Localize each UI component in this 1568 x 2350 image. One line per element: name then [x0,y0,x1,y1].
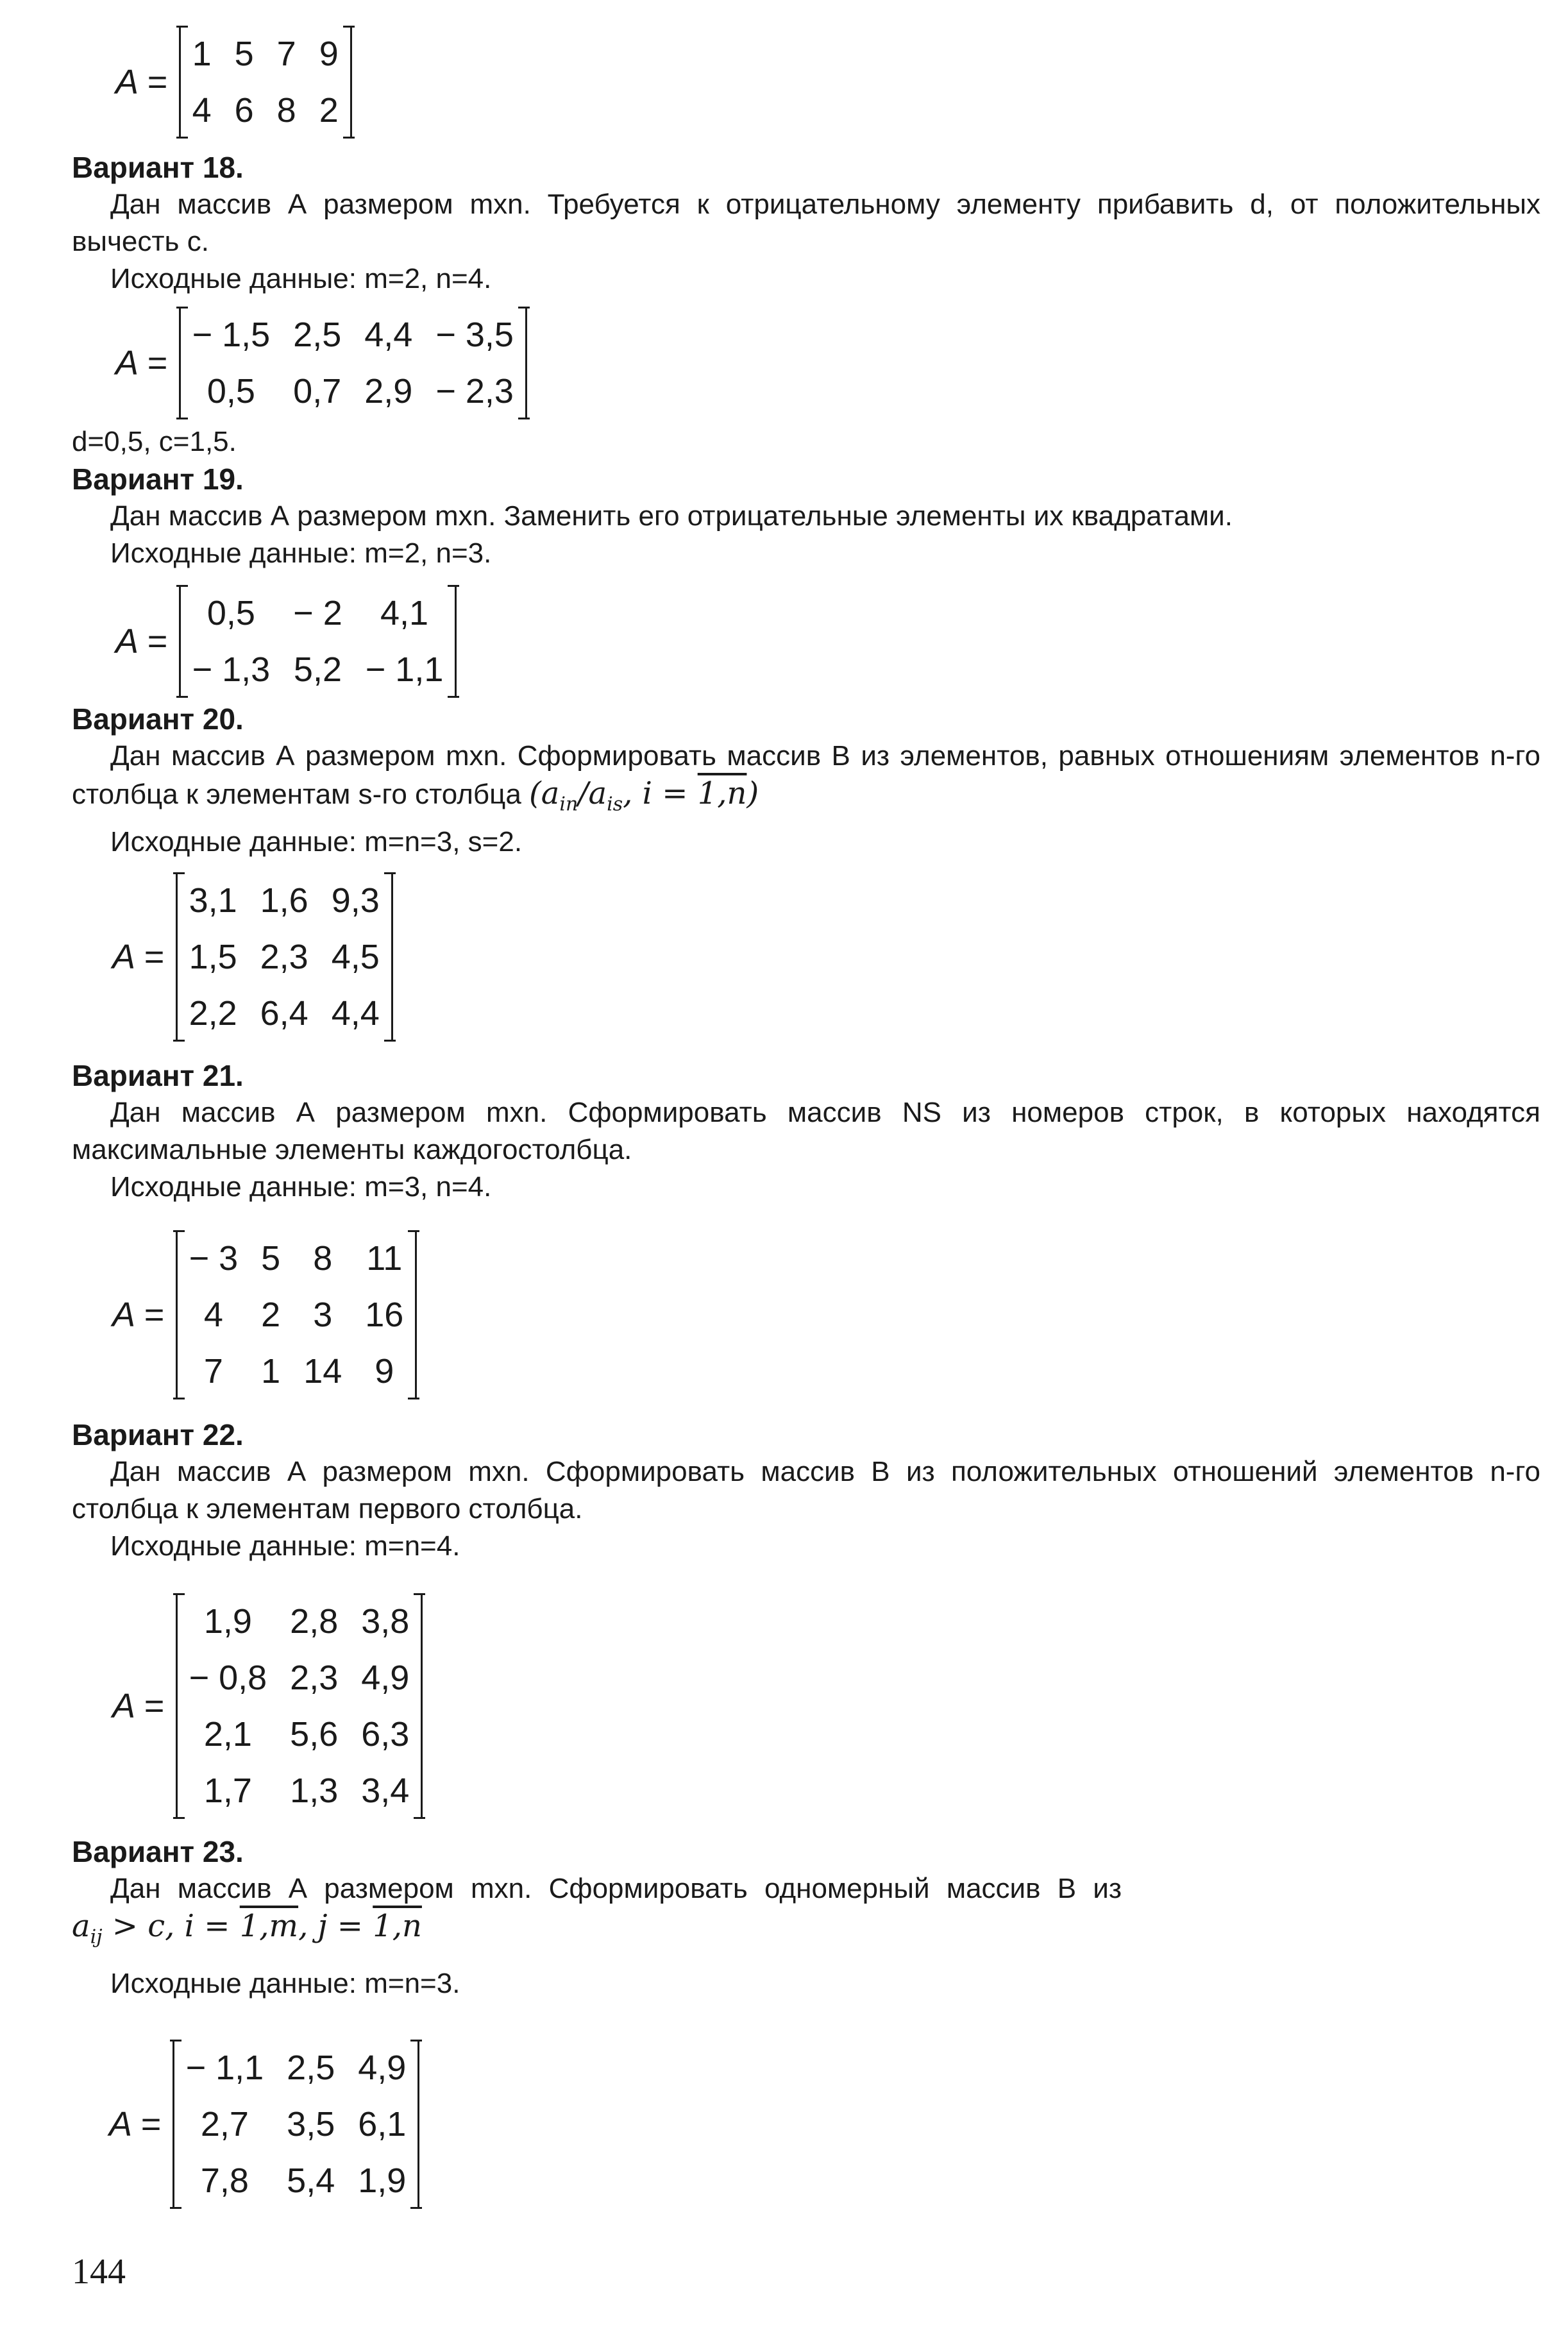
matrix-cell: 2,5 [293,316,342,354]
matrix-lhs: A = [115,344,167,382]
variant-title: Вариант 22. [72,1418,244,1451]
matrix-cell: 2,9 [364,372,413,410]
matrix-lhs: A = [109,2105,161,2143]
matrix-cell: 6,4 [260,994,308,1033]
matrix-cell: 4,9 [361,1659,410,1697]
matrix-cell: 1,5 [189,938,237,976]
matrix-table [176,872,393,1042]
variant-input: Исходные данные: m=2, n=3. [110,537,492,569]
matrix-row [180,307,526,363]
matrix-lhs: A = [112,1296,164,1334]
matrix-cell: 3,5 [287,2105,335,2143]
variant-23 [72,1833,1540,2002]
matrix-row [180,585,456,641]
matrix-cell: 6 [234,91,254,130]
matrix-row [176,1706,422,1762]
matrix-lhs: A = [115,622,167,661]
variant-22-matrix [112,1593,425,1819]
variant-22 [72,1416,1540,1565]
condition-formula: $a_{ij} > c$, i = 1,m, j = 1,n [72,1908,422,1948]
matrix-cell: − 0,8 [189,1659,267,1697]
matrix-table [179,26,352,139]
matrix-row [173,2096,419,2152]
matrix-cell: − 3,5 [435,316,514,354]
matrix-cell: − 2,3 [435,372,514,410]
matrix-cell: 4,4 [364,316,413,354]
variant-input: Исходные данные: m=n=3. [110,1967,460,1999]
matrix-row [180,26,351,82]
matrix-row [176,929,392,985]
matrix-cell: 4,9 [358,2049,407,2087]
variant-21 [72,1057,1540,1206]
matrix-cell: 3,8 [361,1602,410,1641]
matrix-cell: 2,2 [189,994,237,1033]
matrix-cell: 5,6 [290,1715,339,1754]
matrix-cell: 2,3 [290,1659,339,1697]
variant-20 [72,700,1540,861]
matrix-row [176,1650,422,1706]
variant-input: Исходные данные: m=n=3, s=2. [110,825,523,858]
matrix-table [173,2040,420,2209]
variant-extra: d=0,5, c=1,5. [72,426,237,457]
matrix-cell: − 3 [189,1239,239,1278]
variant-text: Дан массив А размером mxn. Сформировать массив В из положительных отношений элементов n-го столбца к элементам первого столбца. [72,1456,1540,1525]
matrix-cell: 4 [192,91,212,130]
matrix-cell: 6,1 [358,2105,407,2143]
matrix-cell: 14 [303,1352,342,1391]
variant-19-matrix [115,585,459,698]
matrix-lhs: A = [112,938,164,976]
variant-19 [72,461,1540,572]
matrix-row [173,2040,419,2096]
matrix-cell: 7 [203,1352,223,1391]
matrix-cell: 8 [313,1239,333,1278]
variant-title: Вариант 20. [72,702,244,736]
matrix-row [176,1230,416,1287]
matrix-cell: − 2 [293,594,342,632]
matrix-row [176,1287,416,1343]
variant-title: Вариант 19. [72,462,244,496]
matrix-cell: 5 [234,35,254,73]
matrix-cell: 2 [261,1296,281,1334]
matrix-table [179,307,527,419]
matrix-cell: 1,7 [203,1771,252,1810]
matrix-cell: 2,7 [200,2105,249,2143]
matrix-cell: 4,1 [380,594,429,632]
matrix-cell: 5,2 [293,650,342,689]
matrix-cell: 3,1 [189,881,237,920]
matrix-cell: 1,9 [358,2161,407,2200]
matrix-cell: 5 [261,1239,281,1278]
matrix-cell: 11 [366,1239,403,1278]
variant-text: Дан массив А размером mxn. Сформировать массив NS из номеров строк, в которых находятся максимальные элементы каждогостолбца. [72,1097,1540,1165]
matrix-cell: 7 [276,35,296,73]
matrix-cell: 1 [261,1352,281,1391]
matrix-cell: 2,5 [287,2049,335,2087]
matrix-cell: 3,4 [361,1771,410,1810]
variant-input: Исходные данные: m=3, n=4. [110,1171,492,1203]
matrix-cell: − 1,1 [365,650,444,689]
matrix-cell: 0,7 [293,372,342,410]
variant-21-matrix [112,1230,419,1399]
matrix-lhs: A = [115,63,167,101]
matrix-cell: 16 [365,1296,404,1334]
matrix-cell: 4 [203,1296,223,1334]
variant-input: Исходные данные: m=2, n=4. [110,263,492,294]
matrix-cell: 1,9 [203,1602,252,1641]
top-matrix [115,26,355,139]
matrix-cell: 0,5 [207,372,255,410]
matrix-row [173,2152,419,2209]
variant-23-matrix [109,2040,422,2209]
matrix-cell: 7,8 [200,2161,249,2200]
matrix-cell: 1 [192,35,212,73]
matrix-table [179,585,457,698]
matrix-table [176,1593,423,1819]
matrix-cell: 2,1 [203,1715,252,1754]
condition-formula-line [72,1907,1540,1956]
matrix-cell: 9 [375,1352,394,1391]
variant-20-matrix [112,872,396,1042]
matrix-row [176,1593,422,1650]
matrix-cell: 1,3 [290,1771,339,1810]
page-number: 144 [72,2252,126,2292]
variant-text [72,738,1540,824]
matrix-cell: 2,3 [260,938,308,976]
matrix-cell: 0,5 [207,594,255,632]
matrix-cell: 2 [319,91,339,130]
ratio-formula: ($a_{in}/a_{is}$, i = 1,n) [529,775,759,816]
variant-18-matrix [115,307,530,419]
matrix-cell: 4,4 [331,994,380,1033]
matrix-row [176,872,392,929]
matrix-row [180,363,526,419]
matrix-cell: 6,3 [361,1715,410,1754]
matrix-cell: 3 [313,1296,333,1334]
matrix-lhs: A = [112,1687,164,1725]
matrix-cell: 9 [319,35,339,73]
matrix-cell: 1,6 [260,881,308,920]
variant-title: Вариант 23. [72,1835,244,1868]
matrix-row [180,82,351,139]
matrix-cell: − 1,5 [192,316,271,354]
variant-text-body: Дан массив А размером mxn. Сформировать массив В из элементов, равных отношениям элементов n-го столбца к элементам s-го столбца [72,740,1540,810]
matrix-row [176,985,392,1042]
matrix-row [176,1343,416,1399]
matrix-row [176,1762,422,1819]
variant-18 [72,149,1540,298]
variant-input: Исходные данные: m=n=4. [110,1530,460,1562]
matrix-cell: 9,3 [331,881,380,920]
matrix-cell: 4,5 [331,938,380,976]
variant-18-extra-block [72,423,1540,461]
matrix-cell: 5,4 [287,2161,335,2200]
matrix-cell: − 1,1 [185,2049,264,2087]
matrix-cell: 8 [276,91,296,130]
matrix-table [176,1230,417,1399]
matrix-row [180,641,456,698]
variant-title: Вариант 21. [72,1059,244,1092]
variant-text: Дан массив А размером mxn. Заменить его отрицательные элементы их квадратами. [110,500,1233,532]
variant-text: Дан массив А размером mxn. Сформировать одномерный массив В из [110,1873,1122,1904]
matrix-cell: − 1,3 [192,650,271,689]
matrix-cell: 2,8 [290,1602,339,1641]
variant-text: Дан массив А размером mxn. Требуется к отрицательному элементу прибавить d, от положительных вычесть с. [72,189,1540,257]
variant-title: Вариант 18. [72,151,244,184]
